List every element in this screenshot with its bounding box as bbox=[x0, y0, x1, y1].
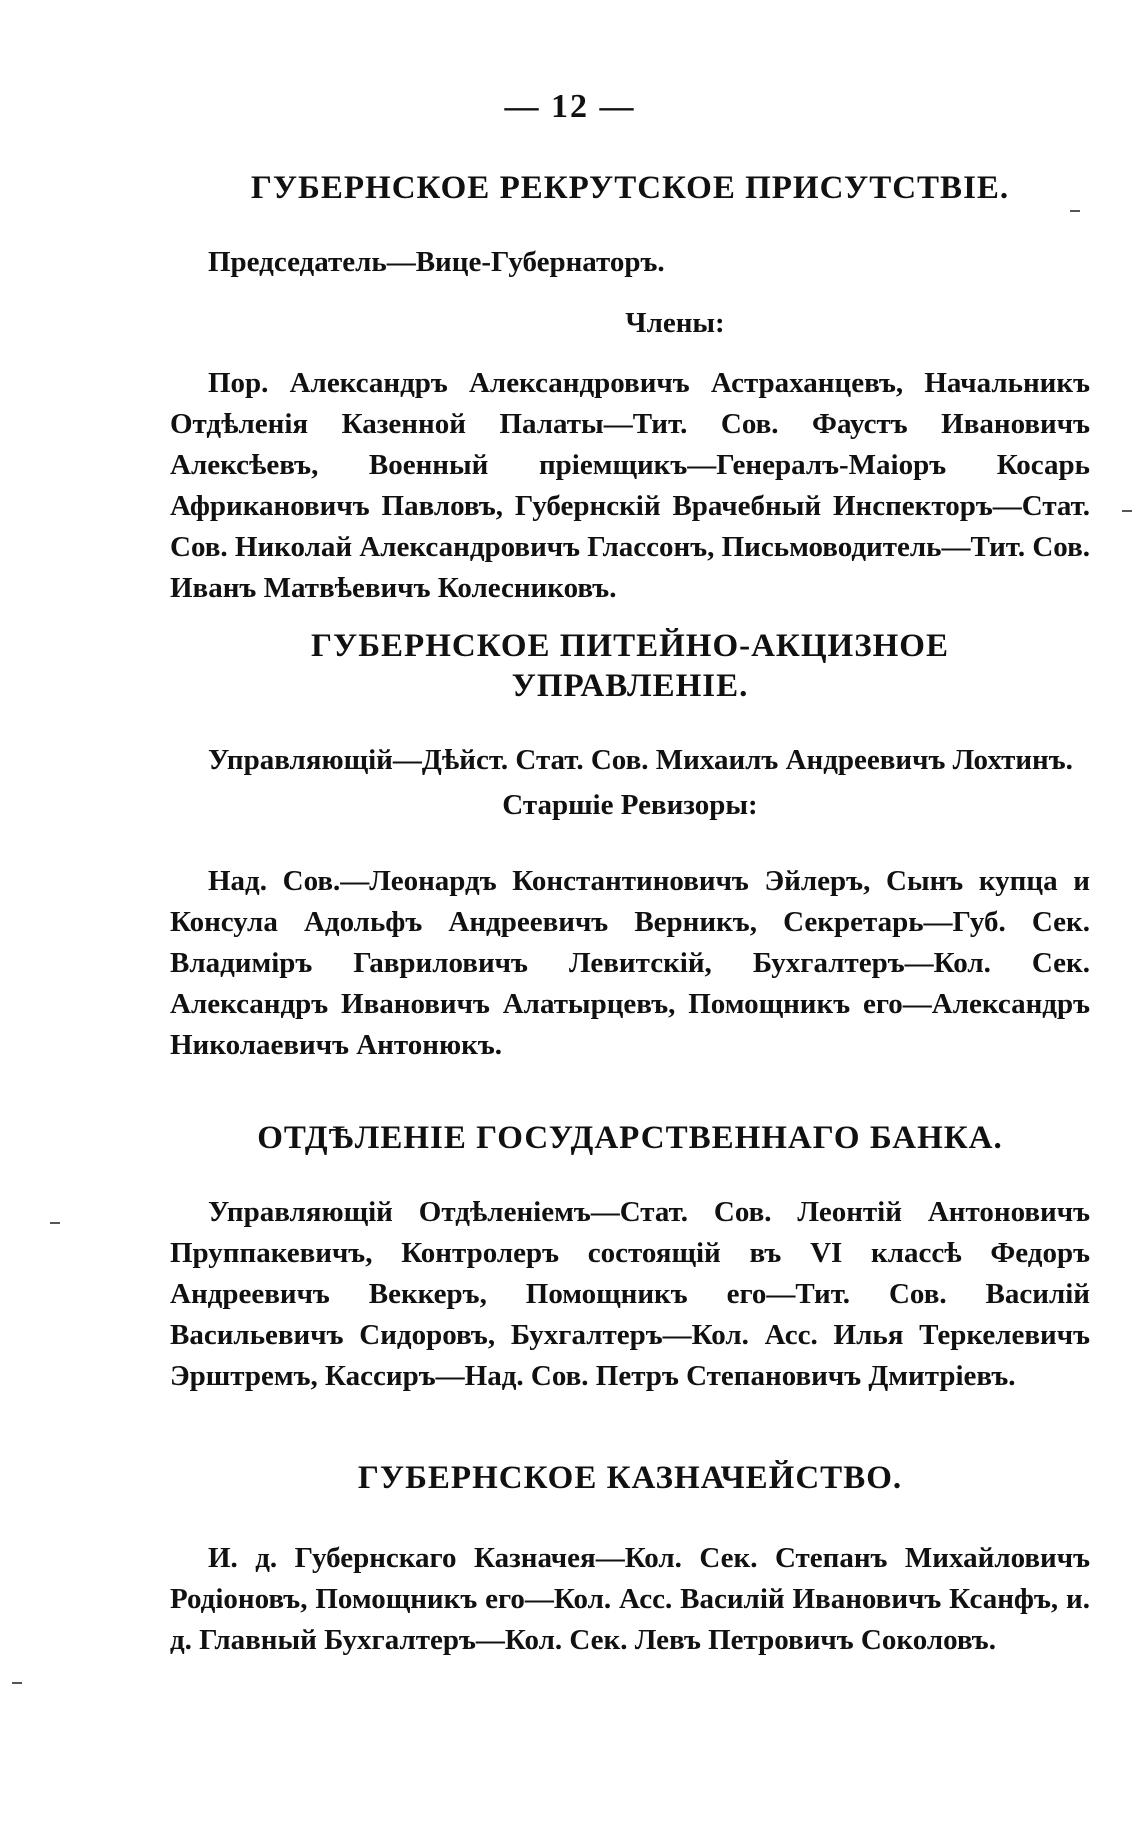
section-body: И. д. Губернскаго Казначея—Кол. Сек. Степанъ Михайловичъ Родіоновъ, Помощникъ его—Кол. Асс. Василій Ивановичъ Ксанфъ, и. д. Главный Бухгалтеръ—Кол. Сек. Левъ Петровичъ Соколовъ. bbox=[170, 1542, 1090, 1656]
section-heading: ГУБЕРНСКОЕ ПИТЕЙНО-АКЦИЗНОЕ УПРАВЛЕНІЕ. bbox=[311, 628, 949, 704]
section-excise-office bbox=[170, 626, 1090, 1066]
section-subheading: Старшіе Ревизоры: bbox=[502, 789, 758, 821]
scan-mark bbox=[1122, 510, 1132, 512]
scan-mark bbox=[12, 1682, 22, 1684]
section-treasury bbox=[170, 1458, 1090, 1661]
section-recruiting-office bbox=[170, 168, 1090, 609]
section-chair: Председатель—Вице-Губернаторъ. bbox=[208, 246, 665, 278]
section-heading: ОТДѢЛЕНІЕ ГОСУДАРСТВЕННАГО БАНКА. bbox=[257, 1120, 1003, 1156]
section-heading: ГУБЕРНСКОЕ РЕКРУТСКОЕ ПРИСУТСТВІЕ. bbox=[250, 170, 1010, 206]
section-body: Пор. Александръ Александровичъ Астраханцевъ, Начальникъ Отдѣленія Казенной Палаты—Тит. Сов. Фаустъ Ивановичъ Алексѣевъ, Военный пріемщикъ—Генералъ-Маіоръ Косарь Африкановичъ Павловъ, Губернскій Врачебный Инспекторъ—Стат. Сов. Николай Александровичъ Глассонъ, Письмоводитель—Тит. Сов. Иванъ Матвѣевичъ Колесниковъ. bbox=[170, 367, 1090, 604]
section-body: Над. Сов.—Леонардъ Константиновичъ Эйлеръ, Сынъ купца и Консула Адольфъ Андреевичъ Верникъ, Секретарь—Губ. Сек. Владиміръ Гавриловичъ Левитскій, Бухгалтеръ—Кол. Сек. Александръ Ивановичъ Алатырцевъ, Помощникъ его—Александръ Николаевичъ Антонюкъ. bbox=[170, 865, 1090, 1061]
page-number: — 12 — bbox=[504, 88, 636, 125]
section-state-bank bbox=[170, 1118, 1090, 1397]
scan-mark bbox=[50, 1222, 60, 1224]
scan-mark bbox=[1070, 210, 1080, 212]
section-heading: ГУБЕРНСКОЕ КАЗНАЧЕЙСТВО. bbox=[357, 1460, 903, 1496]
section-subheading: Члены: bbox=[625, 307, 725, 339]
section-body: Управляющій Отдѣленіемъ—Стат. Сов. Леонтій Антоновичъ Пруппакевичъ, Контролеръ состоящій въ VI классѣ Федоръ Андреевичъ Веккеръ, Помощникъ его—Тит. Сов. Василій Васильевичъ Сидоровъ, Бухгалтеръ—Кол. Асс. Илья Теркелевичъ Эрштремъ, Кассиръ—Над. Сов. Петръ Степановичъ Дмитріевъ. bbox=[170, 1196, 1090, 1392]
section-chair: Управляющій—Дѣйст. Стат. Сов. Михаилъ Андреевичъ Лохтинъ. bbox=[208, 744, 1073, 776]
